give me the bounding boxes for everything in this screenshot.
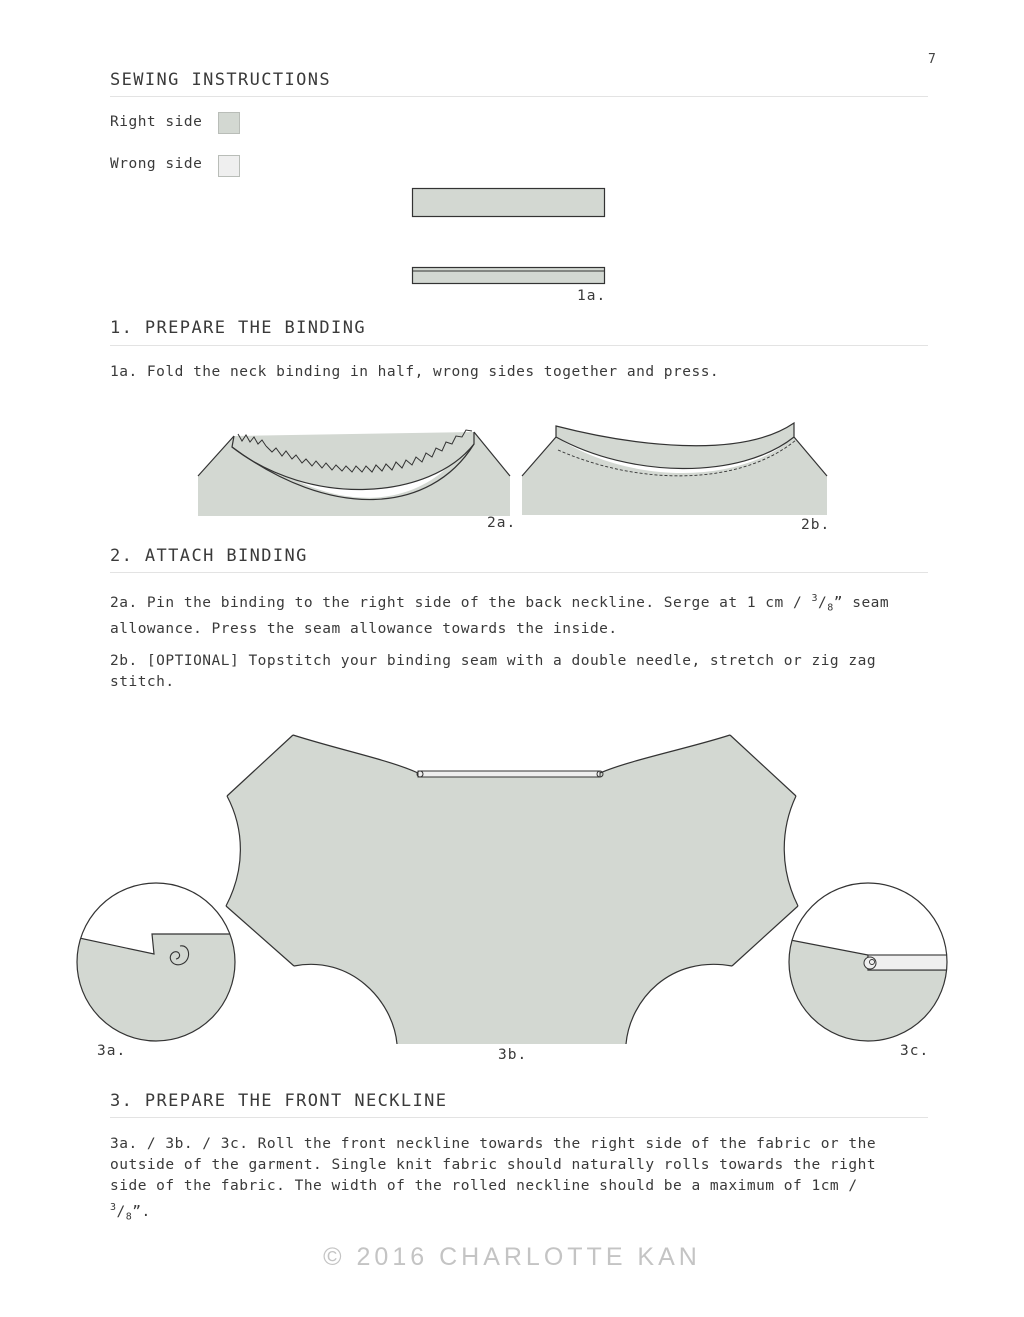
figure-label-3a: 3a. bbox=[97, 1043, 127, 1059]
step-2a-text-part1: 2a. Pin the binding to the right side of the back neckline. Serge at 1 cm / bbox=[110, 594, 812, 611]
figure-3a-detail-circle bbox=[70, 883, 240, 1050]
section-title-attach-binding: 2. ATTACH BINDING bbox=[110, 546, 308, 566]
section-title-prepare-front-neckline: 3. PREPARE THE FRONT NECKLINE bbox=[110, 1091, 448, 1111]
step-2a-text-part2: ” seam allowance. Press the seam allowance towards the inside. bbox=[110, 594, 890, 637]
fraction-denominator: 8 bbox=[125, 1211, 133, 1223]
figure-3b-front-piece bbox=[226, 735, 798, 1044]
figure-label-2b: 2b. bbox=[801, 517, 831, 533]
divider bbox=[110, 1117, 928, 1118]
fraction-numerator: 3 bbox=[110, 1202, 117, 1213]
step-1a-text: 1a. Fold the neck binding in half, wrong sides together and press. bbox=[110, 364, 720, 380]
page-number: 7 bbox=[928, 52, 936, 67]
figure-label-3c: 3c. bbox=[900, 1043, 930, 1059]
figure-label-1a: 1a. bbox=[577, 288, 607, 304]
figure-label-2a: 2a. bbox=[487, 515, 517, 531]
figure-label-3b: 3b. bbox=[498, 1047, 528, 1063]
fraction-numerator: 3 bbox=[811, 593, 818, 604]
section-title-prepare-binding: 1. PREPARE THE BINDING bbox=[110, 318, 366, 338]
step-3-text-part1: 3a. / 3b. / 3c. Roll the front neckline towards the right side of the fabric or the outside of the garment. Single knit fabric should naturally rolls towards the right side of the fabric. The width of the rolled neckline should be a maximum of 1cm / bbox=[110, 1136, 877, 1194]
legend-label-right-side: Right side bbox=[110, 114, 203, 130]
step-2a-text: 2a. Pin the binding to the right side of the back neckline. Serge at 1 cm / $^3/_8$” seam allowance. Press the seam allowance towards the inside. bbox=[110, 593, 890, 637]
legend-label-wrong-side: Wrong side bbox=[110, 156, 203, 172]
section-title-sewing-instructions: SEWING INSTRUCTIONS bbox=[110, 70, 332, 90]
step-3-text-part2: ”. bbox=[132, 1203, 151, 1220]
step-3-text: 3a. / 3b. / 3c. Roll the front neckline towards the right side of the fabric or the outside of the garment. Single knit fabric should naturally rolls towards the right side of the fabric. The width of the rolled neckline should be a maximum of 1cm / $^3/_8$”. bbox=[110, 1136, 877, 1223]
figure-3c-detail-circle bbox=[780, 883, 960, 1050]
copyright-footer: © 2016 CHARLOTTE KAN bbox=[323, 1243, 701, 1271]
step-2b-text: 2b. [OPTIONAL] Topstitch your binding seam with a double needle, stretch or zig zag stitch. bbox=[110, 653, 877, 690]
fraction-denominator: 8 bbox=[827, 602, 834, 614]
